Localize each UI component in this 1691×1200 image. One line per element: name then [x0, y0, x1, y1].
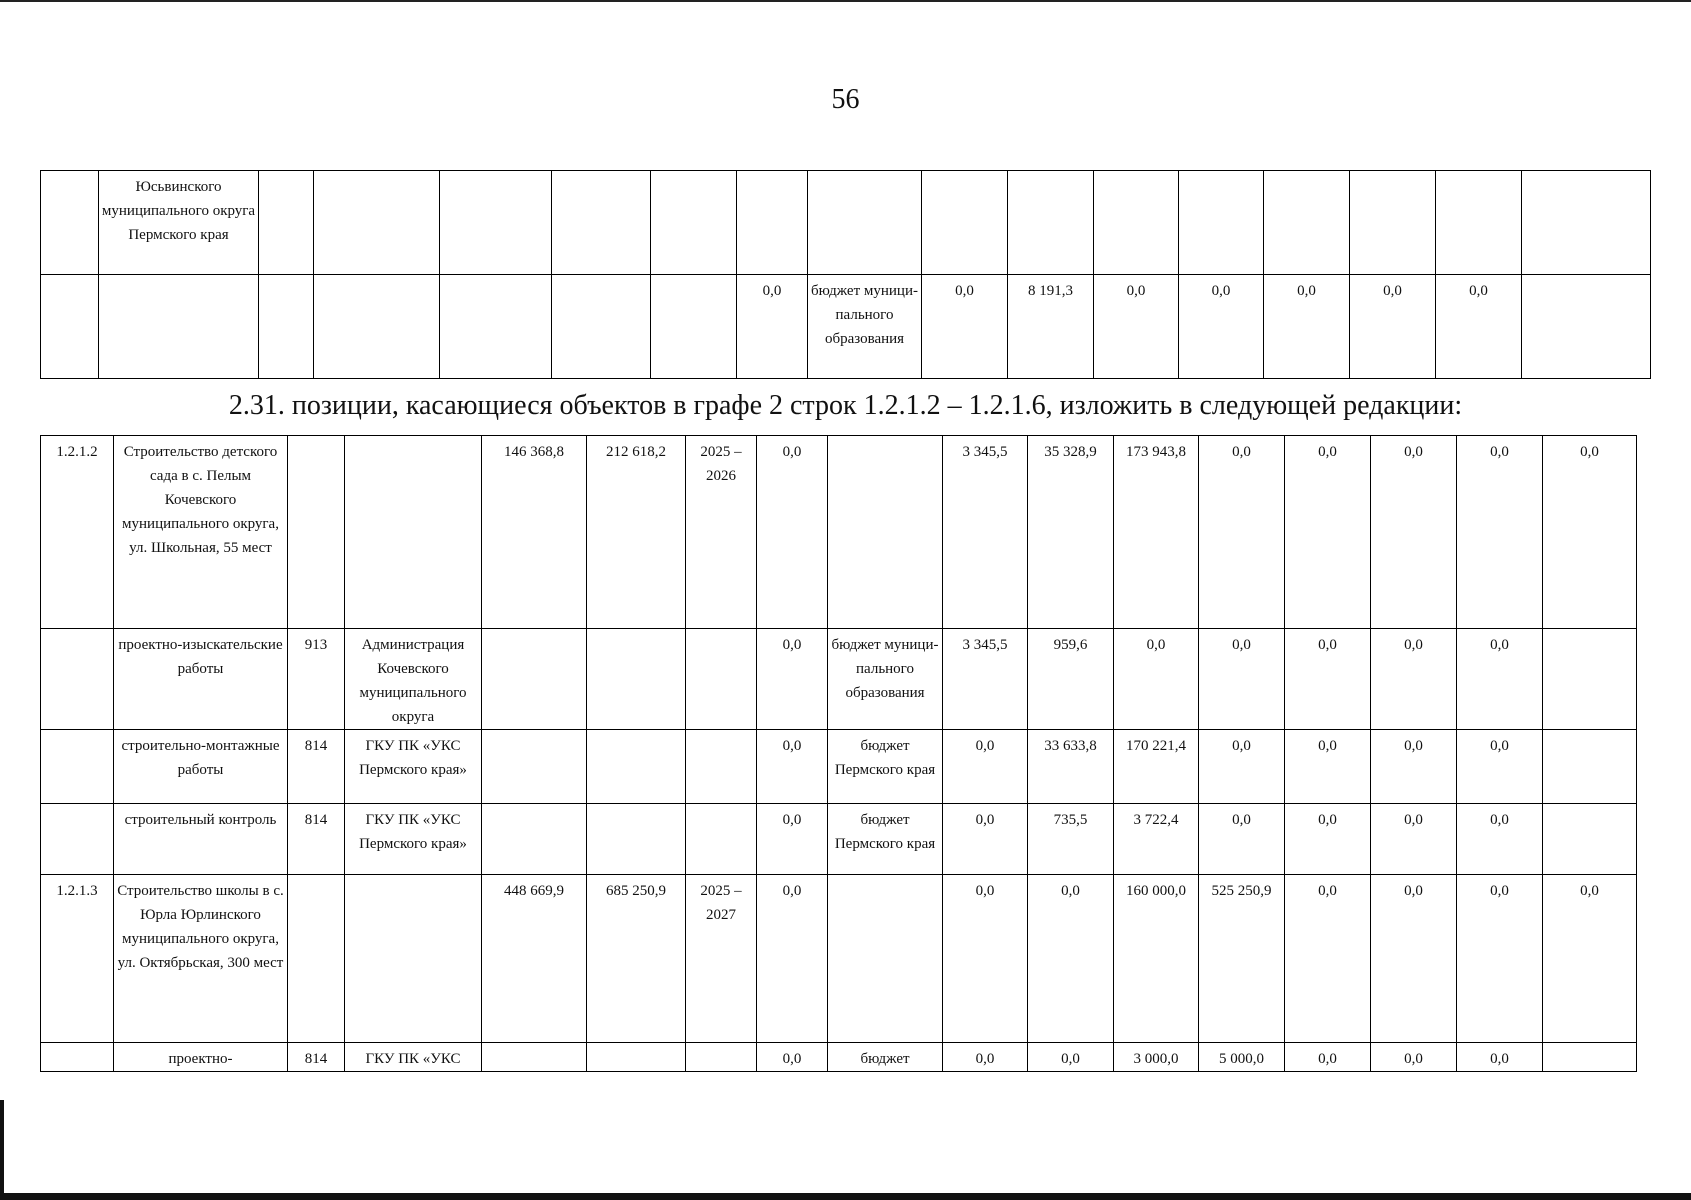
table-cell: 814 — [288, 804, 345, 875]
table-cell: 0,0 — [1457, 875, 1543, 1043]
table-cell: 0,0 — [922, 275, 1008, 379]
table-cell: 0,0 — [1543, 436, 1637, 629]
scan-bottom-edge — [0, 1193, 1691, 1200]
table-cell — [345, 436, 482, 629]
table-cell — [259, 275, 314, 379]
table-cell: бюджет — [828, 1043, 943, 1072]
table-cell: 0,0 — [1285, 730, 1371, 804]
table-cell: 0,0 — [1028, 875, 1114, 1043]
table-cell: 0,0 — [1285, 1043, 1371, 1072]
table-cell — [922, 171, 1008, 275]
table-cell — [737, 171, 808, 275]
table-cell: 0,0 — [1371, 1043, 1457, 1072]
table-cell — [41, 275, 99, 379]
table-cell: 0,0 — [1114, 629, 1199, 730]
table-cell — [314, 275, 440, 379]
table-cell: 160 000,0 — [1114, 875, 1199, 1043]
page-number: 56 — [831, 84, 860, 115]
table-cell: Строительство детского сада в с. Пелым Кочевского муниципального округа, ул. Школьная, 55 мест — [114, 436, 288, 629]
table-cell — [314, 171, 440, 275]
table-cell: 0,0 — [1371, 436, 1457, 629]
table-cell: 0,0 — [1371, 629, 1457, 730]
table-cell: 913 — [288, 629, 345, 730]
table-cell — [1094, 171, 1179, 275]
table-cell: 0,0 — [1199, 730, 1285, 804]
table-cell: 0,0 — [1179, 275, 1264, 379]
table-cell: Юсьвинского муниципального округа Пермского края — [99, 171, 259, 275]
table-cell: 33 633,8 — [1028, 730, 1114, 804]
table-cell — [41, 171, 99, 275]
table-cell: 146 368,8 — [482, 436, 587, 629]
table-cell: 0,0 — [1094, 275, 1179, 379]
table-cell — [482, 804, 587, 875]
table-cell: 212 618,2 — [587, 436, 686, 629]
table-cell — [288, 875, 345, 1043]
table-cell: 0,0 — [1285, 875, 1371, 1043]
amendment-heading: 2.31. позиции, касающиеся объектов в графе 2 строк 1.2.1.2 – 1.2.1.6, изложить в следующей редакции: — [228, 390, 1463, 421]
table-cell: 814 — [288, 1043, 345, 1072]
table-cell: 0,0 — [943, 875, 1028, 1043]
table-cell — [552, 275, 651, 379]
table-cell: бюджет Пермского края — [828, 730, 943, 804]
table-cell: 0,0 — [757, 875, 828, 1043]
table-cell — [1543, 804, 1637, 875]
table-cell — [1543, 1043, 1637, 1072]
table-cell: 3 722,4 — [1114, 804, 1199, 875]
table-cell: 0,0 — [1543, 875, 1637, 1043]
table-row — [41, 875, 1637, 1043]
table-cell: 448 669,9 — [482, 875, 587, 1043]
table-cell: 685 250,9 — [587, 875, 686, 1043]
table-cell: бюджет муници- пального образования — [828, 629, 943, 730]
table-cell: 0,0 — [757, 1043, 828, 1072]
table-cell — [1543, 730, 1637, 804]
table-cell: проектно-изыскательские работы — [114, 629, 288, 730]
table-cell: 1.2.1.3 — [41, 875, 114, 1043]
table-cell — [686, 804, 757, 875]
table-cell: 5 000,0 — [1199, 1043, 1285, 1072]
table-cell: 0,0 — [1199, 436, 1285, 629]
table-cell: строительно-монтажные работы — [114, 730, 288, 804]
table-cell — [41, 1043, 114, 1072]
table-cell — [1522, 275, 1651, 379]
table-cell — [828, 436, 943, 629]
table-cell: бюджет Пермского края — [828, 804, 943, 875]
table-cell: 2025 – 2027 — [686, 875, 757, 1043]
table-cell — [686, 1043, 757, 1072]
table-cell: 3 345,5 — [943, 436, 1028, 629]
table-cell: 0,0 — [943, 730, 1028, 804]
budget-table — [40, 435, 1637, 1072]
table-row — [41, 629, 1637, 730]
table-cell: 0,0 — [757, 436, 828, 629]
table-cell: ГКУ ПК «УКС Пермского края» — [345, 804, 482, 875]
table-cell — [651, 171, 737, 275]
table-cell — [1436, 171, 1522, 275]
table-cell — [686, 629, 757, 730]
table-cell: 2025 – 2026 — [686, 436, 757, 629]
table-cell: 0,0 — [1199, 804, 1285, 875]
scan-left-edge — [0, 1100, 4, 1200]
table-cell: Администрация Кочевского муниципального округа — [345, 629, 482, 730]
table-row — [41, 275, 1651, 379]
table-cell — [99, 275, 259, 379]
table-cell — [345, 875, 482, 1043]
table-cell: 0,0 — [1457, 436, 1543, 629]
table-cell — [651, 275, 737, 379]
table-row — [41, 171, 1651, 275]
table-cell: 35 328,9 — [1028, 436, 1114, 629]
table-cell: 814 — [288, 730, 345, 804]
table-cell: бюджет муници- пального образования — [808, 275, 922, 379]
table-cell — [808, 171, 922, 275]
table-cell: 0,0 — [1371, 875, 1457, 1043]
table-cell: 0,0 — [943, 804, 1028, 875]
table-cell: 8 191,3 — [1008, 275, 1094, 379]
table-cell — [828, 875, 943, 1043]
table-row — [41, 1043, 1637, 1072]
table-row — [41, 436, 1637, 629]
table-row — [41, 730, 1637, 804]
table-cell: 0,0 — [1457, 629, 1543, 730]
table-cell: 0,0 — [1457, 730, 1543, 804]
table-cell: 173 943,8 — [1114, 436, 1199, 629]
table-cell: 0,0 — [1457, 1043, 1543, 1072]
table-cell — [482, 730, 587, 804]
table-cell — [587, 629, 686, 730]
table-row — [41, 804, 1637, 875]
table-cell: 0,0 — [1028, 1043, 1114, 1072]
table-cell — [1543, 629, 1637, 730]
table-cell: 0,0 — [1350, 275, 1436, 379]
table-cell: проектно- — [114, 1043, 288, 1072]
table-cell — [41, 629, 114, 730]
table-cell: 0,0 — [757, 804, 828, 875]
table-cell — [482, 629, 587, 730]
table-cell — [552, 171, 651, 275]
table-cell: ГКУ ПК «УКС Пермского края» — [345, 730, 482, 804]
table-cell: 0,0 — [1371, 730, 1457, 804]
table-cell: 0,0 — [1371, 804, 1457, 875]
table-cell — [1522, 171, 1651, 275]
table-cell: 959,6 — [1028, 629, 1114, 730]
table-cell — [440, 275, 552, 379]
table-cell — [1264, 171, 1350, 275]
table-cell: 0,0 — [1285, 804, 1371, 875]
table-cell: 0,0 — [1285, 436, 1371, 629]
table-cell: 0,0 — [943, 1043, 1028, 1072]
table-cell — [259, 171, 314, 275]
table-cell — [1008, 171, 1094, 275]
table-cell: 0,0 — [737, 275, 808, 379]
table-cell — [587, 730, 686, 804]
table-cell: 0,0 — [1199, 629, 1285, 730]
table-cell: 3 000,0 — [1114, 1043, 1199, 1072]
table-cell: 3 345,5 — [943, 629, 1028, 730]
table-cell: 0,0 — [1285, 629, 1371, 730]
table-cell: Строительство школы в с. Юрла Юрлинского муниципального округа, ул. Октябрьская, 300 мест — [114, 875, 288, 1043]
table-cell: 1.2.1.2 — [41, 436, 114, 629]
table-cell — [1350, 171, 1436, 275]
table-cell — [41, 730, 114, 804]
table-cell — [440, 171, 552, 275]
table-cell: 0,0 — [1436, 275, 1522, 379]
table-cell — [587, 804, 686, 875]
table-cell: 0,0 — [757, 730, 828, 804]
table-cell: 0,0 — [757, 629, 828, 730]
table-cell — [288, 436, 345, 629]
table-cell: ГКУ ПК «УКС — [345, 1043, 482, 1072]
table-cell — [587, 1043, 686, 1072]
table-cell: строительный контроль — [114, 804, 288, 875]
budget-table-continuation — [40, 170, 1651, 379]
table-cell: 0,0 — [1264, 275, 1350, 379]
table-cell — [482, 1043, 587, 1072]
table-cell — [1179, 171, 1264, 275]
table-cell: 525 250,9 — [1199, 875, 1285, 1043]
table-cell: 735,5 — [1028, 804, 1114, 875]
scan-top-edge — [0, 0, 1691, 2]
table-cell: 170 221,4 — [1114, 730, 1199, 804]
table-cell: 0,0 — [1457, 804, 1543, 875]
table-cell — [686, 730, 757, 804]
table-cell — [41, 804, 114, 875]
